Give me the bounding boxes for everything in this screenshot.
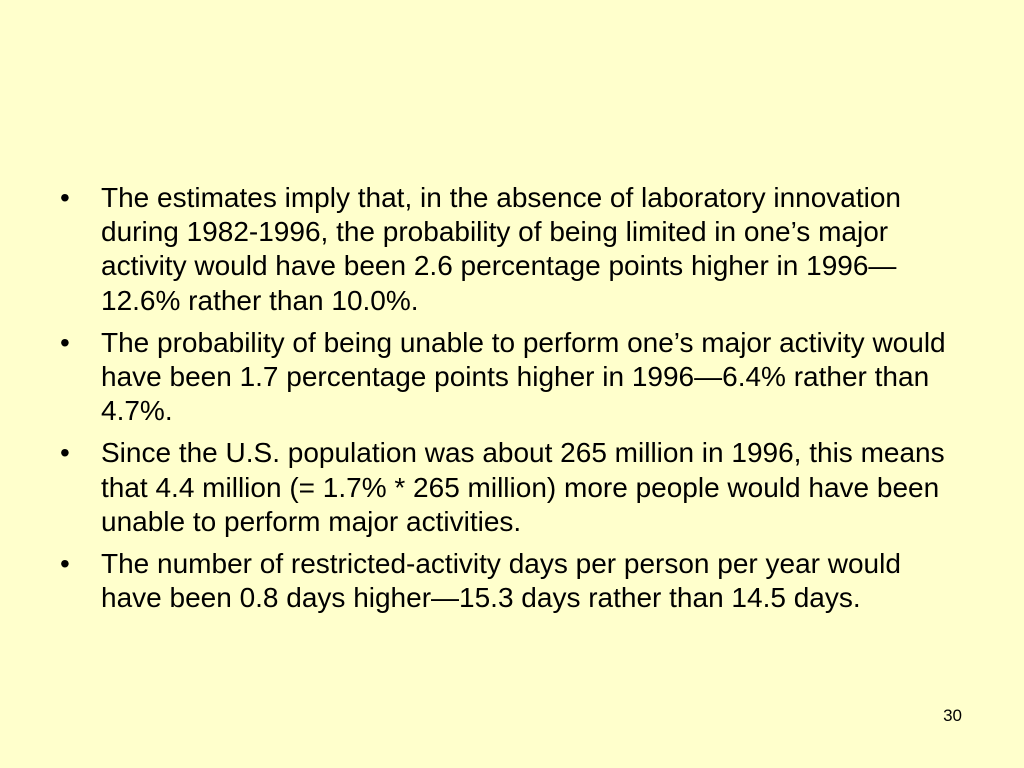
slide-number: 30 xyxy=(943,706,962,725)
bullet-item xyxy=(58,326,968,429)
bullet-list xyxy=(58,181,968,623)
bullet-text: The number of restricted-activity days per person per year would have been 0.8 days higher—15.3 days rather than 14.5 days. xyxy=(101,548,901,614)
bullet-item xyxy=(58,547,968,615)
bullet-text: The estimates imply that, in the absence of laboratory innovation during 1982-1996, the probability of being limited in one’s major activity would have been 2.6 percentage points higher in 1996—12.6% rather than 10.0%. xyxy=(101,182,901,316)
bullet-text: The probability of being unable to perform one’s major activity would have been 1.7 percentage points higher in 1996—6.4% rather than 4.7%. xyxy=(101,326,946,427)
bullet-icon: • xyxy=(60,548,70,580)
bullet-item xyxy=(58,181,968,318)
bullet-item xyxy=(58,436,968,539)
bullet-icon: • xyxy=(60,437,70,469)
bullet-icon: • xyxy=(60,182,70,213)
bullet-text: Since the U.S. population was about 265 million in 1996, this means that 4.4 million (= 1.7% * 265 million) more people would have been unable to perform major activities. xyxy=(101,437,945,537)
bullet-icon: • xyxy=(60,326,70,358)
